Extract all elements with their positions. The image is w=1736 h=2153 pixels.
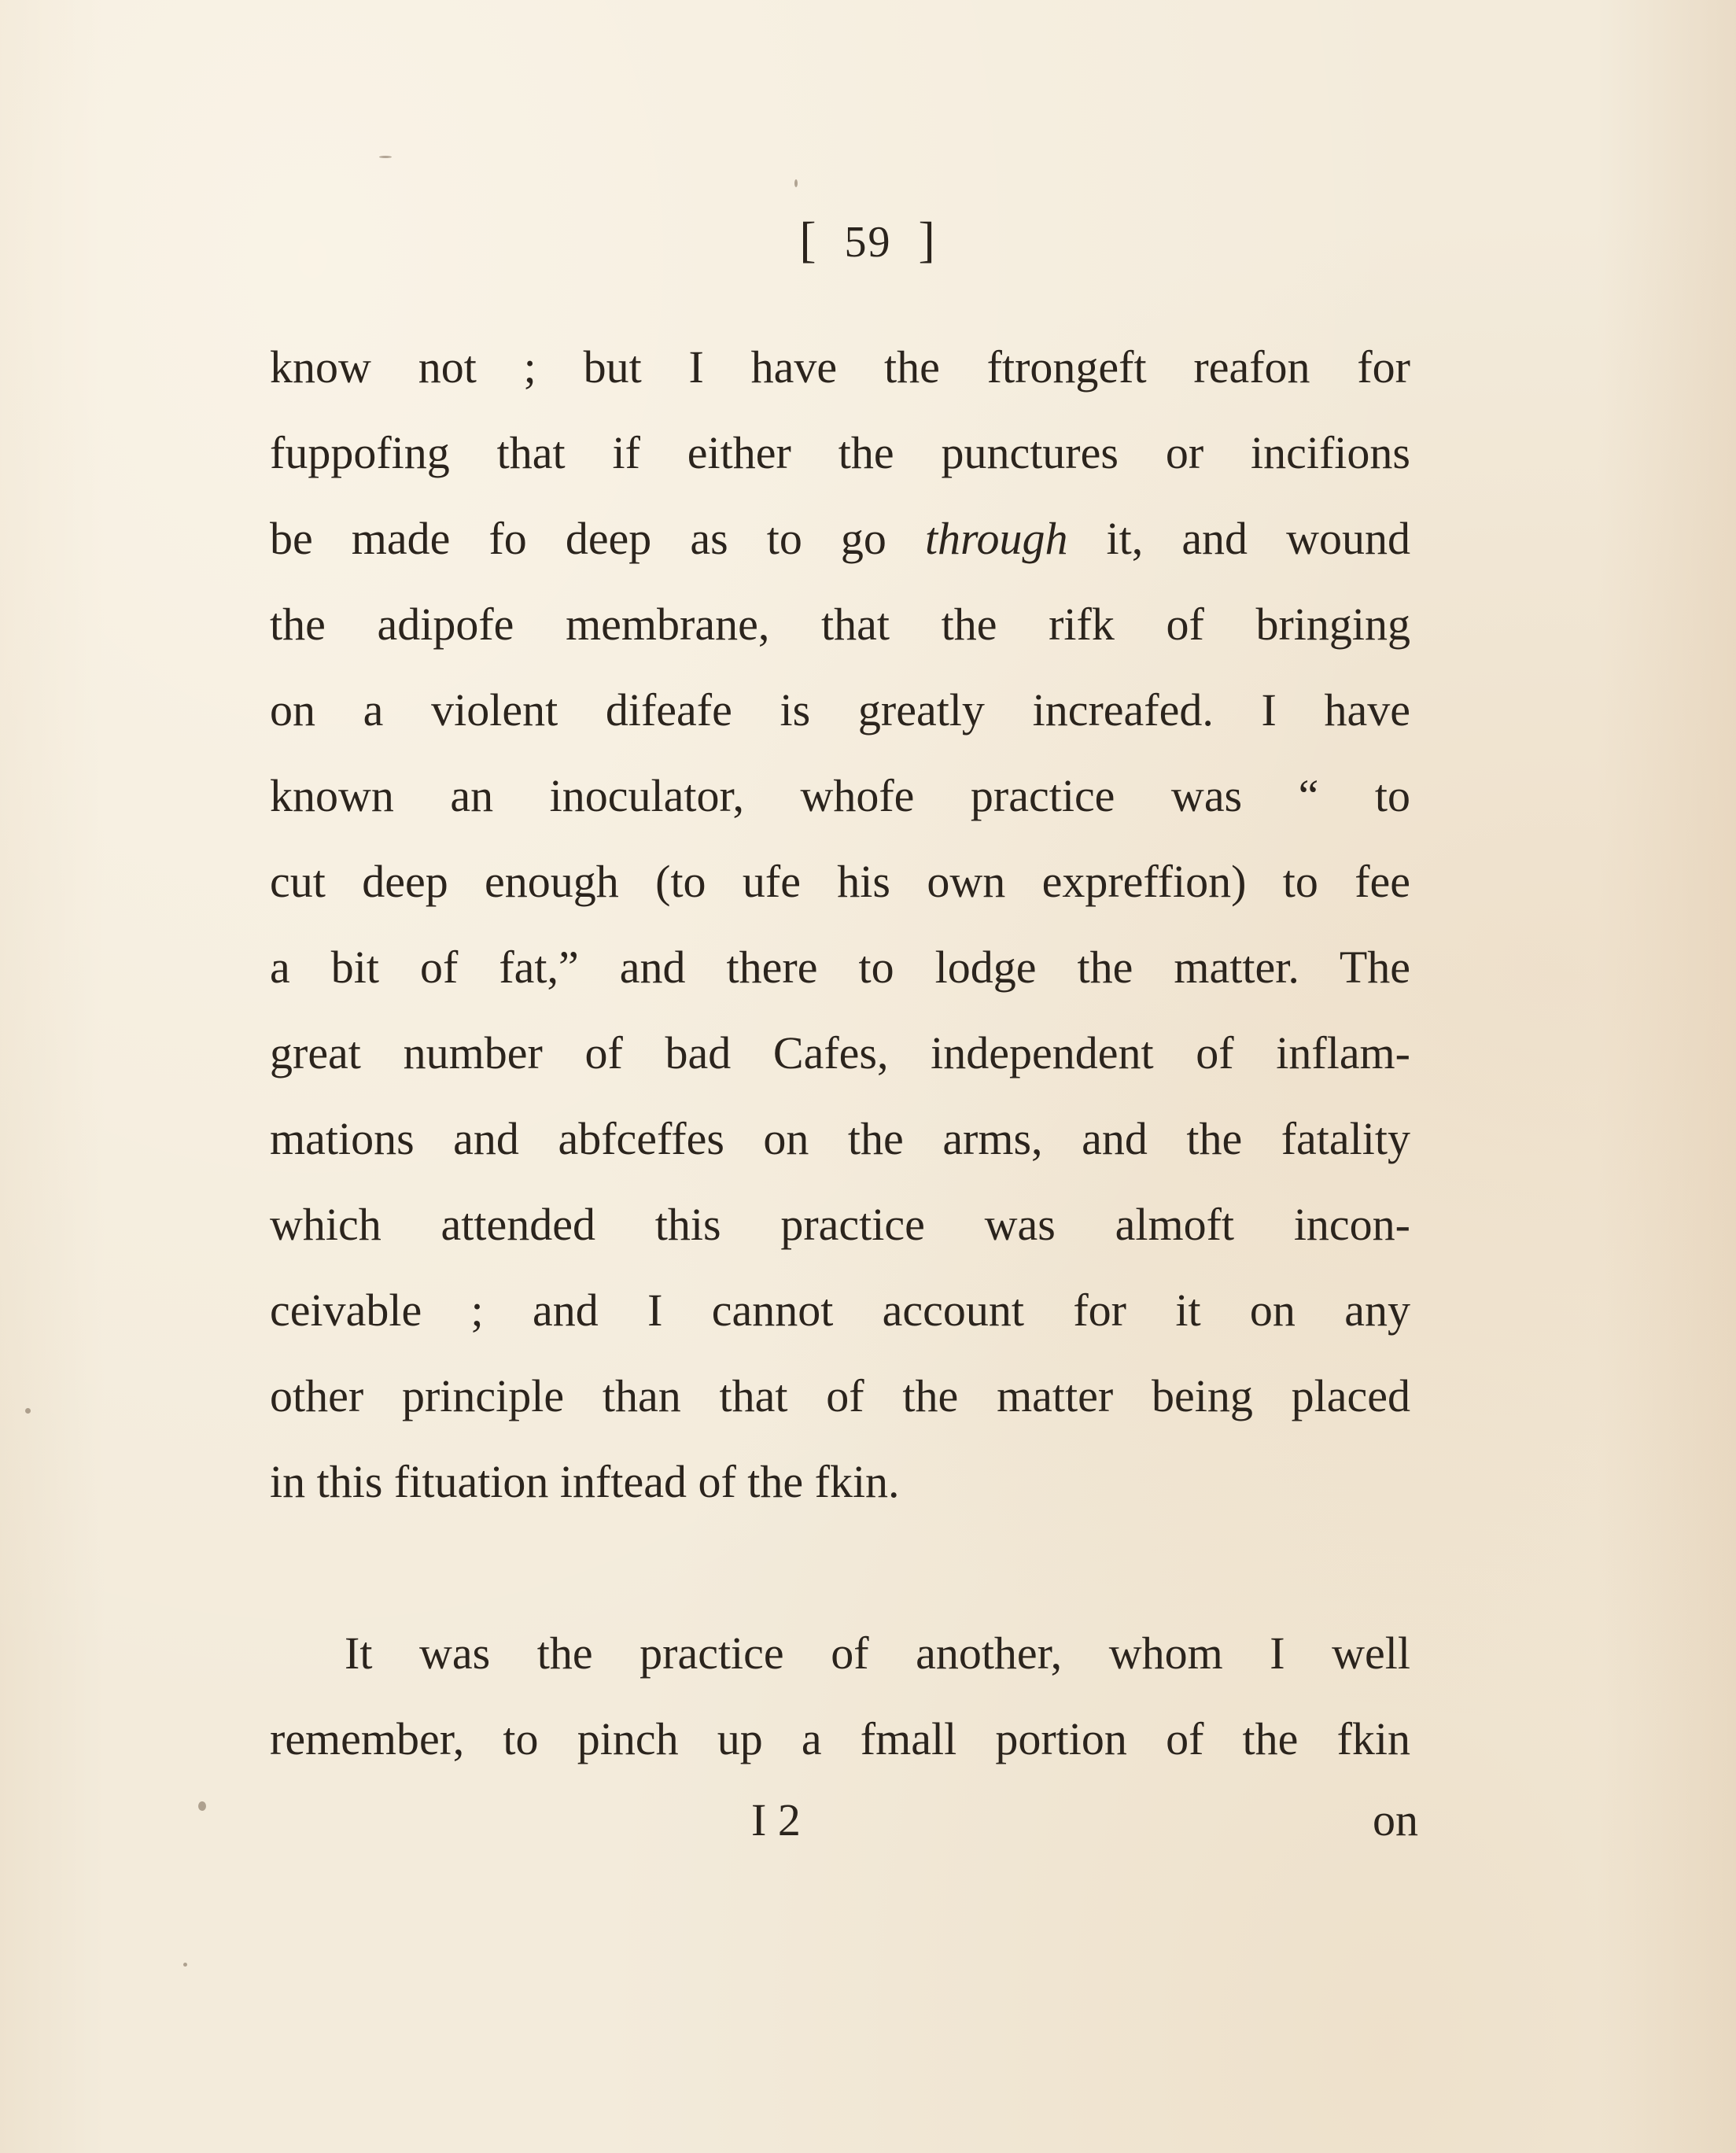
catchword: on (1373, 1794, 1418, 1845)
text-line-13: other principle than that of the matter being placed (270, 1370, 1410, 1421)
page-footer (270, 1794, 1418, 1856)
open-bracket: [ (799, 212, 818, 267)
page-number: 59 (844, 218, 892, 267)
text-line-1: know not ; but I have the ftrongeft reafon for (270, 341, 1410, 393)
text-line-4: the adipofe membrane, that the rifk of bringing (270, 599, 1410, 650)
text-line-2: fuppofing that if either the punctures or incifions (270, 427, 1410, 478)
paper-speck (25, 1408, 31, 1414)
text-line-15: It was the practice of another, whom I well (345, 1628, 1410, 1679)
text-line-3-after: it, and wound (1067, 513, 1410, 564)
text-line-8: a bit of fat,” and there to lodge the matter. The (270, 942, 1410, 993)
page-header (0, 211, 1736, 269)
close-bracket: ] (918, 212, 937, 267)
paper-speck (794, 179, 798, 187)
text-line-3 (270, 496, 1410, 581)
text-line-3-before: be made fo deep as to go (270, 513, 925, 564)
text-line-14: in this fituation inftead of the fkin. (270, 1456, 900, 1507)
paper-speck (198, 1801, 206, 1811)
paper-speck (183, 1963, 187, 1967)
text-line-12: ceivable ; and I cannot account for it on any (270, 1285, 1410, 1336)
text-line-10: mations and abfceffes on the arms, and the fatality (270, 1113, 1410, 1164)
paper-speck (379, 156, 392, 158)
signature-mark: I 2 (751, 1794, 801, 1845)
text-line-6: known an inoculator, whofe practice was “ to (270, 770, 1410, 821)
paragraph-gap (270, 1524, 1410, 1610)
body-text (270, 324, 1410, 1782)
text-line-16: remember, to pinch up a fmall portion of the fkin (270, 1713, 1410, 1764)
italic-word: through (924, 513, 1068, 564)
text-line-11: which attended this practice was almoft incon- (270, 1199, 1410, 1250)
text-line-5: on a violent difeafe is greatly increafed. I have (270, 684, 1410, 735)
text-line-7: cut deep enough (to ufe his own expreffion) to fee (270, 856, 1410, 907)
text-line-9: great number of bad Cafes, independent of inflam- (270, 1027, 1410, 1078)
